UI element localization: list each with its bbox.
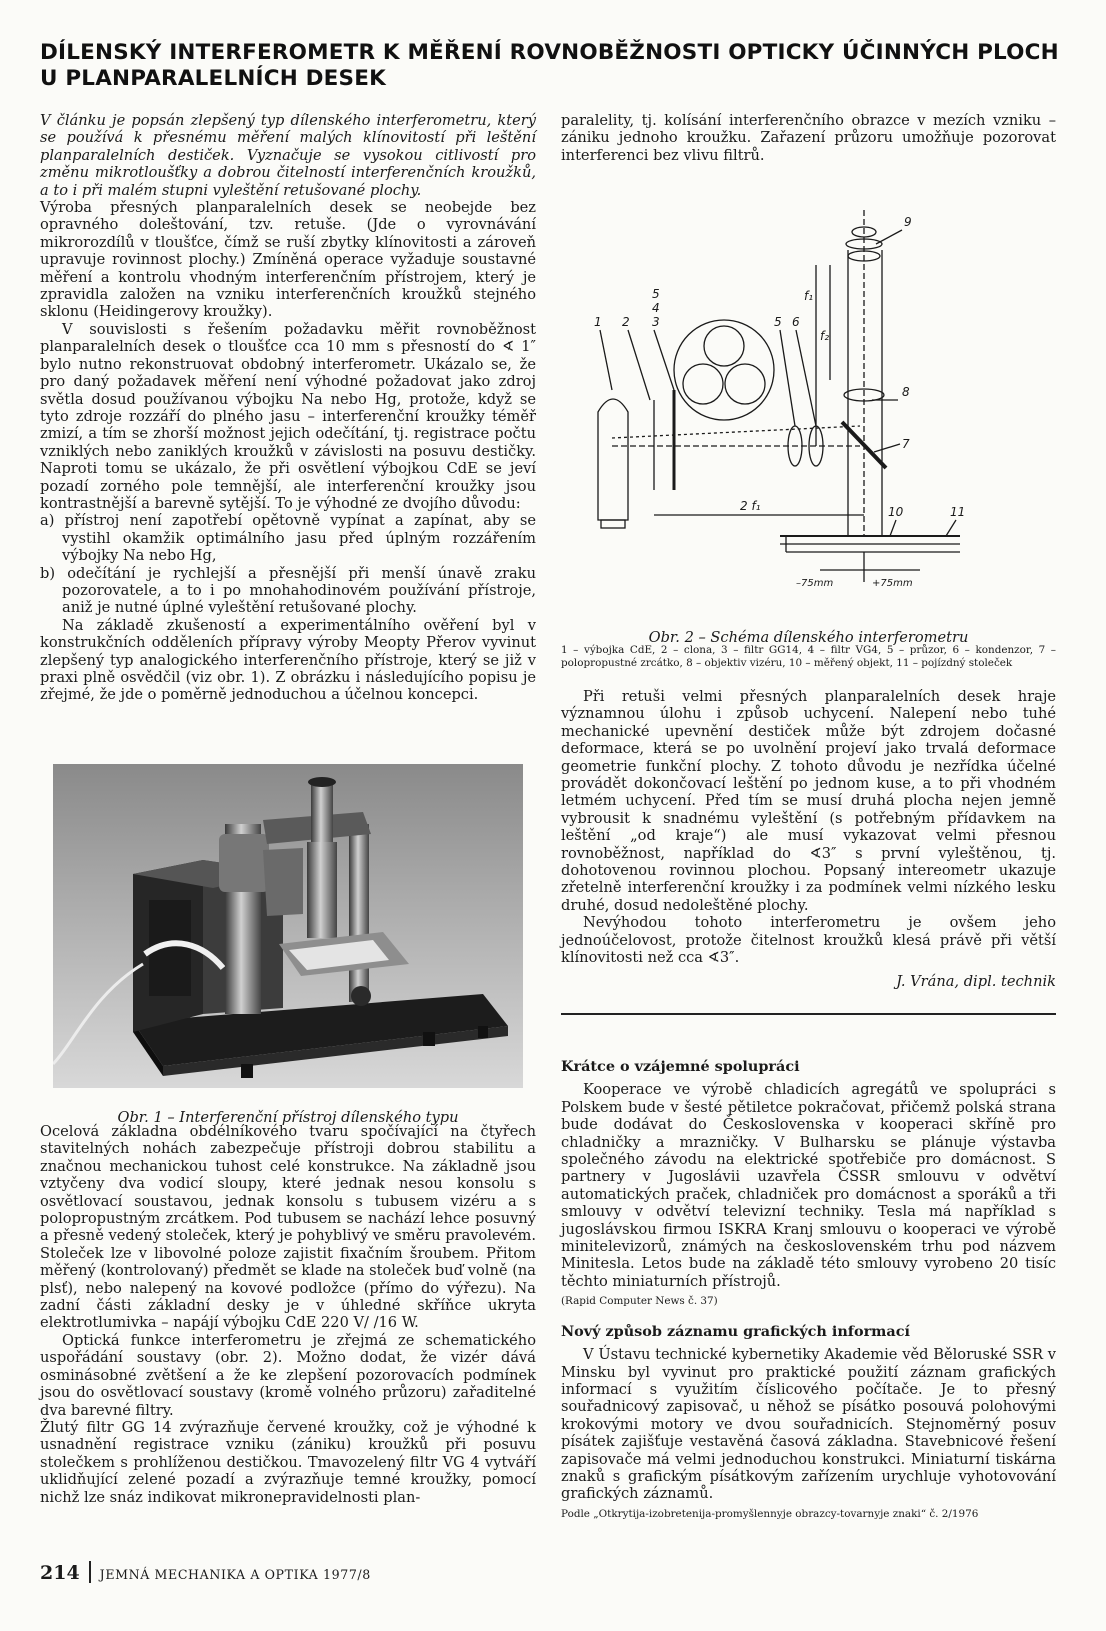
diagram-label: f₁ xyxy=(804,289,814,303)
diagram-label: 3 xyxy=(652,315,660,329)
diagram-label: +75mm xyxy=(872,578,913,589)
diagram-label: f₂ xyxy=(820,329,830,343)
diagram-label: 11 xyxy=(950,505,966,519)
page-number: 214 xyxy=(40,1562,80,1584)
author-signature: J. Vrána, dipl. technik xyxy=(896,972,1056,990)
paragraph: paralelity, tj. kolísání interferenčního obrazce v mezích vzniku – zániku jednoho kroužku. Zařazení průzoru umožňuje pozorovat interferenci bez vlivu filtrů. xyxy=(561,112,1056,164)
paragraph: Optická funkce interferometru je zřejmá ze schematického uspořádání soustavy (obr. 2). Možno dodat, že vizér dává osminásobné zvětšení a že ke zlepšení pozorovacích podmínek jsou do osvětlovací soustavy (kromě volného průzoru) zařaditelné dva barevné filtry. xyxy=(40,1331,536,1419)
interferometer-schematic xyxy=(590,190,1010,610)
diagram-label: 1 xyxy=(594,315,602,329)
diagram-label: 2 xyxy=(622,315,630,329)
figure-1-caption: Obr. 1 – Interferenční přístroj dílenského typu xyxy=(117,1108,459,1126)
paragraph: Ocelová základna obdélníkového tvaru spočívající na čtyřech stavitelných nohách zabezpečuje přístroji dobrou stabilitu a značnou mechanickou tuhost celé konstrukce. Na základně jsou vztyčeny dva vodicí sloupy, které jednak nesou konsolu s osvětlovací soustavou, jednak konsolu s tubusem vizéru a s polopropustným zrcátkem. Pod tubusem se nachází lehce posuvný a přesně vedený stoleček, který je pohyblivý ve směru pravolevém. Stoleček lze v libovolné poloze zajistit fixačním šroubem. Přitom měřený (kontrolovaný) předmět se klade na stoleček buď volně (na plsť), nebo nalepený na kovové podložce (přímo do výřezu). Na zadní části základní desky je v úhledné skříňce ukryta elektrotlumivka – napájí výbojku CdE 220 V/ /16 W. xyxy=(40,1123,536,1332)
paragraph: Nevýhodou tohoto interferometru je ovšem jeho jednoúčelovost, protože čitelnost kroužků klesá právě při větší klínovitosti než cca ∢3″. xyxy=(561,914,1056,967)
news-text: Kooperace ve výrobě chladicích agregátů ve spolupráci s Polskem bude v šesté pětiletce pokračovat, přičemž polská strana bude dodávat do Československa v kooperaci skříně pro chladničky a mrazničky. V Bulharsku se plánuje výstavba společného závodu na elektrické spotřebiče pro domácnost. S partnery v Jugoslávii uzavřela ČSSR smlouvu v odvětví automatických praček, chladniček pro domácnost a sporáků a tři smlouvy v odvětví televizní techniky. Tesla má například s jugoslávskou firmou ISKRA Kranj smlouvu o kooperaci ve výrobě minitelevizorů, známých na československém trhu pod názvem Minitesla. Letos bude na základě této smlouvy vyrobeno 20 tisíc těchto miniaturních přístrojů. xyxy=(561,1081,1056,1290)
figure-2-legend: 1 – výbojka CdE, 2 – clona, 3 – filtr GG14, 4 – filtr VG4, 5 – průzor, 6 – kondenzor, 7 – polopropustné zrcátko, 8 – objektiv vizéru, 10 – měřený objekt, 11 – pojízdný stoleček xyxy=(561,644,1056,670)
figure-2-caption: Obr. 2 – Schéma dílenského interferometru xyxy=(648,628,969,646)
paragraph: Žlutý filtr GG 14 zvýrazňuje červené kroužky, což je výhodné k usnadnění registrace vzniku (zániku) kroužků při posuvu stolečkem s prohlíženou destičkou. Tmavozelený filtr VG 4 vytváří uklidňující zelené pozadí a zvýrazňuje temné kroužky, pomocí nichž lze snáz indikovat mikronepravidelnosti plan- xyxy=(40,1418,536,1506)
diagram-label: 6 xyxy=(792,315,800,329)
instrument-photo xyxy=(53,764,523,1088)
news-source: Podle „Otkrytija-izobretenija-promyšlennyje obrazcy-tovarnyje znaki“ č. 2/1976 xyxy=(561,1507,979,1520)
news-text: V Ústavu technické kybernetiky Akademie věd Běloruské SSR v Minsku byl vyvinut pro praktické použití záznam grafických informací s využitím číslicového počítače. Je to přesný souřadnicový zapisovač, u něhož se písátko posouvá polohovými krokovými motory ve dvou souřadnicích. Stejnoměrný posuv písátek zajišťuje vestavěná časová základna. Stavebnicové řešení zapisovače má velmi jednoduchou konstrukci. Miniaturní tiskárna znaků s grafickým písátkovým zařízením urychluje vyhotovování grafických záznamů. xyxy=(561,1346,1056,1503)
diagram-label: 7 xyxy=(902,437,910,451)
left-column xyxy=(40,112,536,704)
list-item: a) přístroj není zapotřebí opětovně vypínat a zapínat, aby se vystihl okamžik optimálního jasu před úplným rozzářením výbojky Na nebo Hg, xyxy=(40,512,536,565)
list-item: b) odečítání je rychlejší a přesnější při menší únavě zraku pozorovatele, a to i po mnohahodinovém používání přístroje, aniž je nutné úplné vyleštění retušované plochy. xyxy=(40,564,536,617)
left-column-continued xyxy=(40,1123,536,1506)
article-title: DÍLENSKÝ INTERFEROMETR K MĚŘENÍ ROVNOBĚŽNOSTI OPTICKY ÚČINNÝCH PLOCH U PLANPARALELNÍCH DESEK xyxy=(40,40,1059,91)
right-column-continued xyxy=(561,688,1056,990)
paragraph: Výroba přesných planparalelních desek se neobejde bez opravného doleštování, tzv. retuše. (Jde o vyrovnávání mikrorozdílů v tloušťce, čímž se ruší zbytky klínovitosti a zároveň upravuje rovinnost plochy.) Zmíněná operace vyžaduje soustavné měření a kontrolu vhodným interferenčním přístrojem, který je zpravidla založen na vzniku interferenčních kroužků stejného sklonu (Heidingerovy kroužky). xyxy=(40,199,536,321)
footer-separator xyxy=(89,1561,91,1583)
journal-name: JEMNÁ MECHANIKA A OPTIKA 1977/8 xyxy=(99,1567,371,1582)
news-heading: Krátce o vzájemné spolupráci xyxy=(561,1058,800,1075)
paragraph: Na základě zkušeností a experimentálního ověření byl v konstrukčních odděleních přípravy výroby Meopty Přerov vyvinut zlepšený typ analogického interferenčního přístroje, který se již v praxi plně osvědčil (viz obr. 1). Z obrázku i následujícího popisu je zřejmé, že jde o poměrně jednoduchou a účelnou koncepci. xyxy=(40,616,536,704)
page-footer xyxy=(40,1561,371,1584)
abstract: V článku je popsán zlepšený typ dílenského interferometru, který se používá k přesnému měření malých klínovitostí při leštění planparalelních destiček. Vyznačuje se vysokou citlivostí pro změnu mikrotloušťky a dobrou čitelností interferenčních kroužků, a to i při malém stupni vyleštění retušované plochy. xyxy=(40,112,536,199)
diagram-label: 9 xyxy=(904,215,912,229)
news-heading: Nový způsob záznamu grafických informací xyxy=(561,1322,910,1340)
paragraph: Při retuši velmi přesných planparalelních desek hraje významnou úlohu i způsob uchycení. Nalepení nebo tuhé mechanické upevnění destiček může být zdrojem dočasné deformace, která se po uvolnění projeví jako trvalá deformace geometrie funkční plochy. Z tohoto důvodu je nezřídka účelné provádět dokončovací leštění po jednom kuse, a to při vhodném letmém uchycení. Před tím se musí druhá plocha nejen jemně vybrousit k snadnému vyleštění (s potřebným přídavkem na leštění „od kraje“) ale musí vykazovat velmi přesnou rovnoběžnost, například do ∢3″ s první vyleštěnou, tj. dohotovenou rovinnou plochou. Popsaný intereometr ukazuje zřetelně interferenční kroužky i za podmínek velmi nízkého lesku druhé, dosud nedoleštěné plochy. xyxy=(561,688,1056,914)
news-section xyxy=(561,1058,1056,1523)
section-divider xyxy=(561,1013,1056,1015)
news-source: (Rapid Computer News č. 37) xyxy=(561,1295,718,1308)
diagram-label: –75mm xyxy=(796,578,834,589)
diagram-label: 8 xyxy=(902,385,910,399)
diagram-label: 4 xyxy=(652,301,660,315)
diagram-label: 2 f₁ xyxy=(740,499,761,513)
right-column xyxy=(561,112,1056,164)
diagram-label: 5 xyxy=(774,315,782,329)
paragraph: V souvislosti s řešením požadavku měřit rovnoběžnost planparalelních desek o tloušťce cca 10 mm s přesností do ∢ 1″ bylo nutno rekonstruovat obdobný interferometr. Ukázalo se, že pro daný požadavek měření není výhodné požadovat jako zdroj světla dosud používanou výbojku Na nebo Hg, protože, když se tyto zdroje rozzáří do plného jasu – interferenční kroužky téměř zmizí, a tím se zhorší možnost jejich odečítání, tj. registrace počtu vzniklých nebo zaniklých kroužků v závislosti na posuvu destičky. Naproti tomu se ukázalo, že při osvětlení výbojkou CdE se jeví pozadí zorného pole temnější, ale interferenční kroužky jsou kontrastnější a barevně sytější. To je výhodné ze dvojího důvodu: xyxy=(40,320,536,512)
diagram-label: 10 xyxy=(888,505,904,519)
diagram-label: 5 xyxy=(652,287,660,301)
